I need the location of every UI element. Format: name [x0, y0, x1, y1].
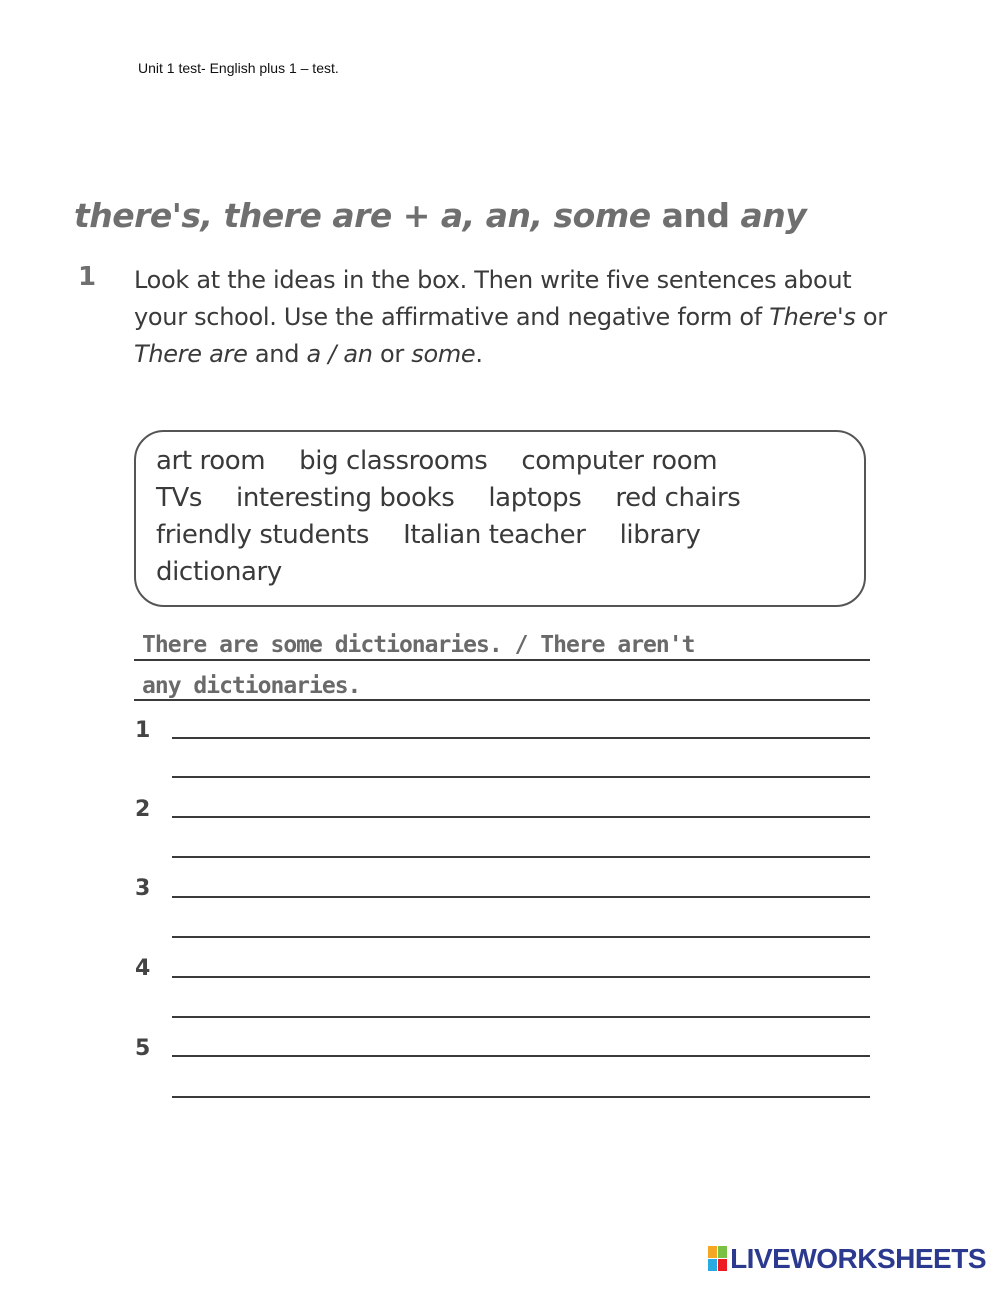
answer-line-4b[interactable]	[172, 1016, 870, 1018]
exercise-instruction	[134, 262, 894, 373]
word-item: friendly students	[156, 520, 370, 550]
exercise-number: 1	[78, 262, 97, 292]
word-item: laptops	[488, 483, 582, 513]
logo-square	[718, 1246, 727, 1258]
example-underline	[134, 659, 870, 661]
example-underline	[134, 699, 870, 701]
page-header: Unit 1 test- English plus 1 – test.	[138, 60, 339, 76]
answer-number: 2	[135, 797, 151, 822]
section-title	[74, 196, 806, 235]
word-item: big classrooms	[299, 446, 488, 476]
word-box-row	[156, 446, 751, 476]
word-box-row	[156, 483, 774, 513]
instruction-and: and	[247, 340, 307, 368]
word-item: TVs	[156, 483, 203, 513]
liveworksheets-brand: LIVEWORKSHEETS	[730, 1243, 986, 1274]
word-item: dictionary	[156, 557, 282, 587]
logo-square	[718, 1259, 727, 1271]
logo-square	[708, 1246, 717, 1258]
section-title-main: there's, there are + a, an, some	[74, 196, 651, 235]
liveworksheets-logo-icon	[708, 1246, 728, 1272]
answer-line-2a[interactable]	[172, 816, 870, 818]
answer-number: 1	[135, 718, 151, 743]
word-box-row	[156, 520, 734, 550]
answer-line-1b[interactable]	[172, 776, 870, 778]
instruction-theres: There's	[769, 303, 856, 331]
word-item: Italian teacher	[403, 520, 586, 550]
answer-line-3a[interactable]	[172, 896, 870, 898]
logo-square	[708, 1259, 717, 1271]
answer-number: 3	[135, 876, 151, 901]
answer-number: 4	[135, 956, 151, 981]
word-item: library	[619, 520, 701, 550]
answer-line-3b[interactable]	[172, 936, 870, 938]
word-item: interesting books	[236, 483, 455, 513]
instruction-or-1: or	[855, 303, 887, 331]
instruction-or-2: or	[372, 340, 412, 368]
instruction-text-1: Look at the ideas in the box. Then write five sentences about your school. Use the affirmative and negative form of	[134, 266, 852, 331]
example-line-1: There are some dictionaries. / There aren't	[142, 632, 695, 658]
word-item: computer room	[521, 446, 718, 476]
answer-line-2b[interactable]	[172, 856, 870, 858]
word-item: red chairs	[615, 483, 741, 513]
answer-number: 5	[135, 1036, 151, 1061]
answer-line-4a[interactable]	[172, 976, 870, 978]
section-title-any: any	[740, 196, 807, 235]
answer-line-5b[interactable]	[172, 1096, 870, 1098]
word-box-row	[156, 557, 316, 587]
instruction-some: some	[411, 340, 476, 368]
instruction-there-are: There are	[134, 340, 248, 368]
instruction-a-an: a / an	[306, 340, 373, 368]
example-line-2: any dictionaries.	[142, 673, 361, 699]
instruction-period: .	[475, 340, 483, 368]
section-title-and: and	[650, 196, 741, 235]
word-box	[134, 430, 866, 607]
answer-line-1a[interactable]	[172, 737, 870, 739]
answer-line-5a[interactable]	[172, 1055, 870, 1057]
liveworksheets-logo	[708, 1243, 986, 1275]
word-item: art room	[156, 446, 266, 476]
